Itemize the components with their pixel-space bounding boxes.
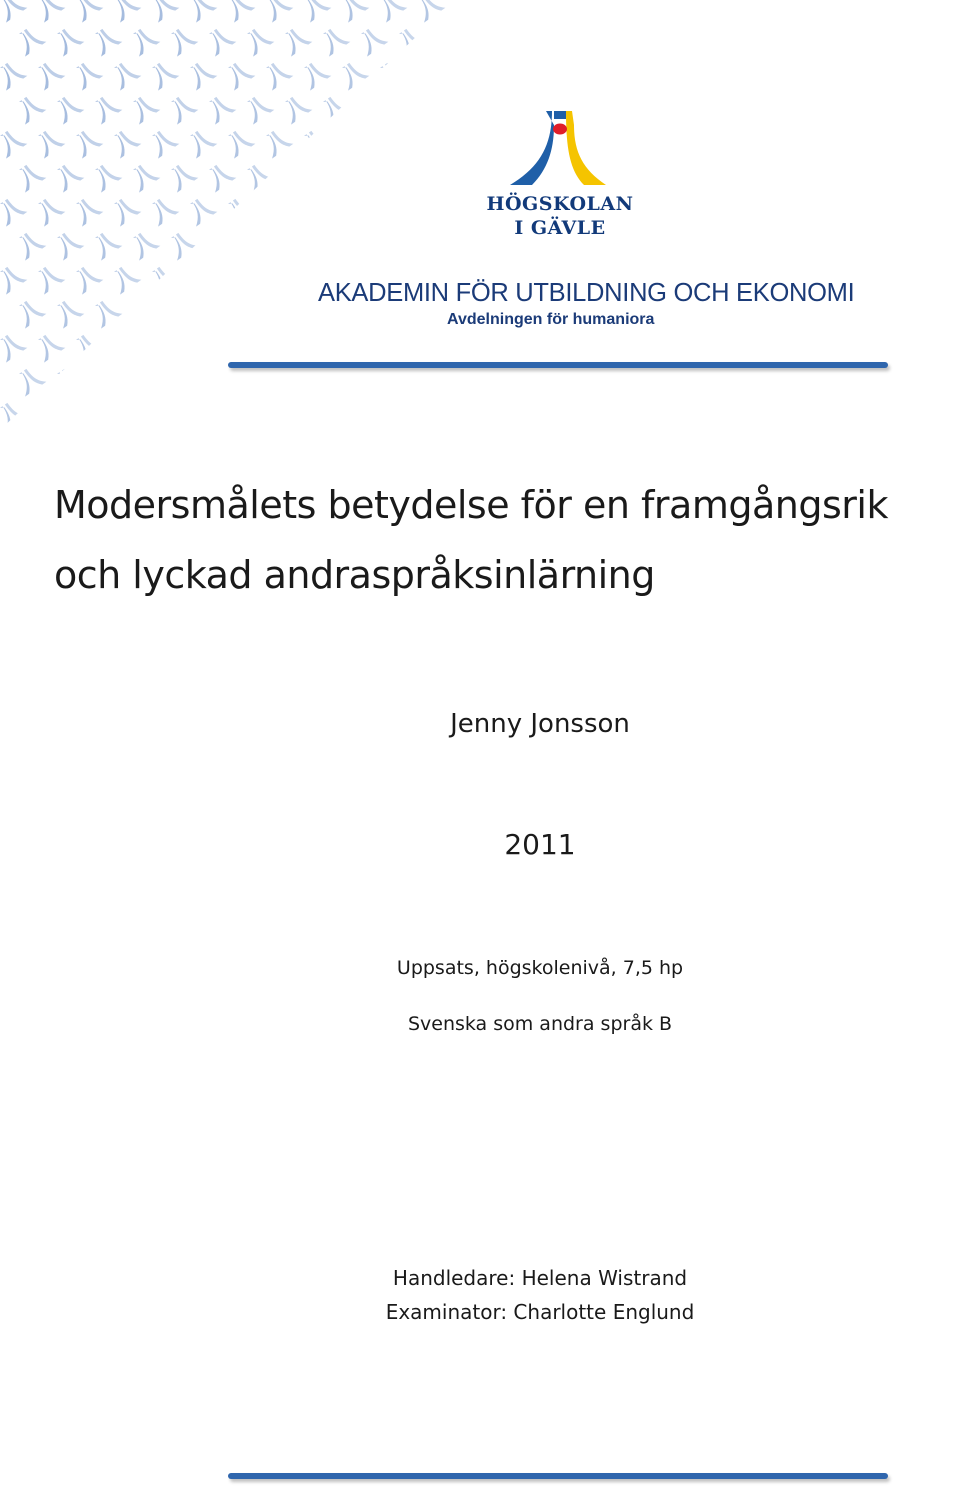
year: 2011	[504, 828, 576, 861]
essay-info: Uppsats, högskolenivå, 7,5 hp	[396, 957, 684, 979]
logo-name-line1: HÖGSKOLAN	[486, 193, 634, 215]
supervisor: Handledare: Helena Wistrand	[392, 1266, 688, 1290]
logo-emblem-icon	[510, 105, 610, 189]
examiner: Examinator: Charlotte Englund	[385, 1300, 695, 1324]
decorative-logo-pattern	[0, 0, 470, 440]
thesis-title	[54, 470, 888, 610]
top-divider	[228, 362, 888, 368]
department-name: Avdelningen för humaniora	[447, 311, 655, 328]
author-name: Jenny Jonsson	[450, 709, 630, 739]
academy-name: AKADEMIN FÖR UTBILDNING OCH EKONOMI	[318, 279, 855, 307]
course-name: Svenska som andra språk B	[407, 1013, 673, 1035]
thesis-title-line1: Modersmålets betydelse för en framgångsrik	[54, 483, 888, 527]
bottom-divider	[228, 1473, 888, 1479]
logo-name-line2: I GÄVLE	[514, 217, 606, 239]
thesis-title-line2: och lyckad andraspråksinlärning	[54, 553, 655, 597]
university-logo	[480, 105, 640, 245]
